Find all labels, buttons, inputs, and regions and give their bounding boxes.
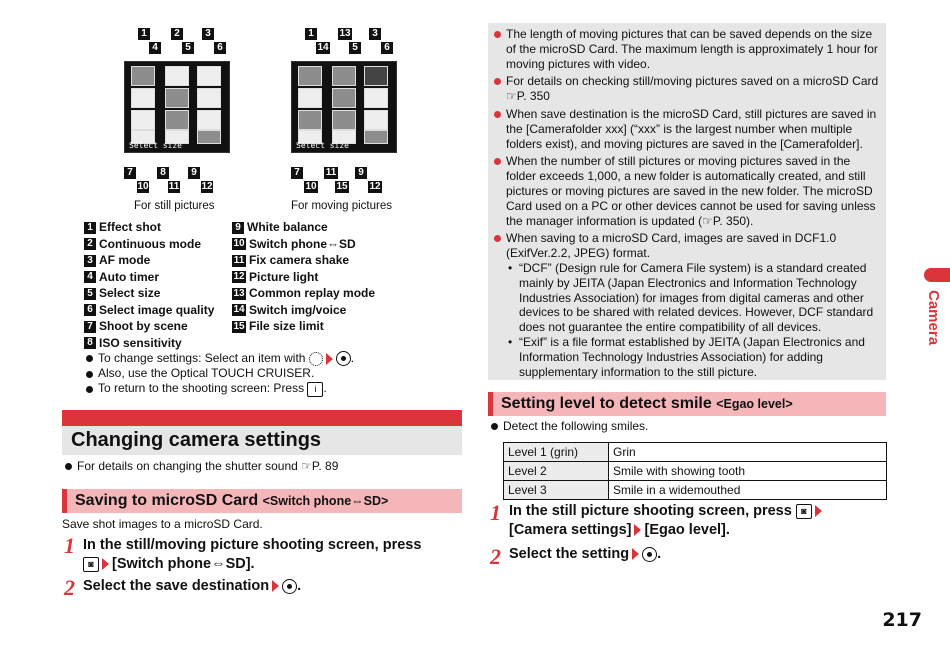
- section-note: For details on changing the shutter sound ☞P. 89: [65, 459, 338, 474]
- note-item: When save destination is the microSD Card, still pictures are saved in the [Camerafolder xxx] (“xxx” is the largest number when multiple folders exist), and moving pictures are saved in the [Camerafolder].: [494, 107, 880, 151]
- section-bar: [62, 410, 462, 426]
- callout-2: 2: [171, 28, 183, 40]
- page-number: 217: [882, 609, 922, 631]
- callout-m13: 13: [339, 28, 351, 39]
- info-key-icon: i: [307, 382, 323, 397]
- step-number-2: 2: [490, 544, 501, 569]
- ok-key-icon: [642, 547, 657, 562]
- step-1: In the still picture shooting screen, press ◙ [Camera settings] [Egao level].: [509, 502, 879, 540]
- sub-note-item: • “Exif” is a file format established by JEITA (Japan Electronics and Information Technology Industries Association) for adding supplementary information to the still picture.: [508, 334, 865, 379]
- callout-1: 1: [138, 28, 150, 40]
- arrow-icon: [326, 353, 333, 365]
- table-row: Level 1 (grin) Grin: [504, 443, 887, 462]
- callout-12: 12: [201, 181, 213, 192]
- subsection-title: Setting level to detect smile: [501, 395, 712, 412]
- legend-item: 7 Shoot by scene: [84, 318, 214, 335]
- caption-still: For still pictures: [134, 200, 215, 212]
- legend-item: 12 Picture light: [233, 269, 319, 284]
- reference-icon: ☞: [506, 89, 517, 104]
- subsection-intro: Save shot images to a microSD Card.: [62, 517, 263, 531]
- callout-m3: 3: [369, 28, 381, 40]
- sub-note-item: • “DCF” (Design rule for Camera File system) is a standard created mainly by JEITA (Japan Electronics and Information Technology Industries Association) for images from digital cameras and other devices to be shared with related devices. However, DCF standard does not guarantee the entire compatibility of all devices.: [508, 260, 874, 335]
- arrow-icon: [632, 548, 639, 560]
- legend-item: 11 Fix camera shake: [233, 253, 350, 267]
- note-item: The length of moving pictures that can be saved depends on the size of the microSD Card. The maximum length is approximately 1 hour for moving pictures with video.: [494, 27, 880, 71]
- smile-intro: Detect the following smiles.: [491, 419, 648, 434]
- legend-item: 15 File size limit: [233, 319, 324, 333]
- notes-box: [488, 23, 886, 380]
- callout-m1: 1: [305, 28, 317, 40]
- subsection-header-microsd: [62, 489, 462, 513]
- callout-m15: 15: [336, 181, 348, 192]
- callout-9: 9: [188, 167, 200, 179]
- callout-8: 8: [157, 167, 169, 179]
- subsection-header-smile: [488, 392, 886, 416]
- step-2: Select the save destination .: [83, 578, 302, 594]
- callout-m5: 5: [349, 42, 361, 54]
- table-row: Level 2 Smile with showing tooth: [504, 462, 887, 481]
- arrow-icon: [272, 580, 279, 592]
- reference-icon: ☞: [702, 213, 713, 228]
- side-tab-marker: [924, 268, 950, 282]
- legend-item: 14 Switch img/voice: [233, 302, 347, 317]
- legend-right: [232, 219, 375, 335]
- bullet-item: Also, use the Optical TOUCH CRUISER.: [86, 366, 354, 381]
- step-number-2: 2: [64, 575, 75, 600]
- moving-settings-screen: [291, 61, 397, 153]
- callout-m12: 12: [369, 181, 381, 192]
- subsection-title: Saving to microSD Card: [75, 492, 259, 509]
- callout-11: 11: [168, 181, 180, 192]
- bullet-item: To change settings: Select an item with .: [86, 351, 354, 366]
- reference-icon: ☞: [301, 459, 312, 473]
- subsection-tag: <Switch phone⇔SD>: [262, 494, 389, 508]
- note-item: When saving to a microSD Card, images are saved in DCF1.0 (ExifVer.2.2, JPEG) format.: [494, 231, 880, 261]
- callout-m11: 11: [325, 167, 337, 178]
- screen-label-still: Select size: [129, 141, 182, 150]
- arrow-icon: [634, 524, 641, 536]
- step-number-1: 1: [490, 500, 501, 525]
- ok-key-icon: [282, 579, 297, 594]
- legend-item: 8 ISO sensitivity: [84, 335, 214, 352]
- legend-item: 9 White balance: [232, 219, 375, 236]
- callout-4: 4: [149, 42, 161, 54]
- legend-item: 13 Common replay mode: [233, 286, 376, 300]
- camera-key-icon: ◙: [83, 557, 99, 572]
- bullet-item: To return to the shooting screen: Press i .: [86, 381, 354, 396]
- legend-item: 10 Switch phone⇔SD: [233, 236, 356, 251]
- legend-item: 3 AF mode: [84, 252, 214, 269]
- nav-key-icon: [309, 352, 323, 366]
- step-1: In the still/moving picture shooting screen, press ◙ [Switch phone⇔SD].: [83, 537, 422, 572]
- screen-label-moving: Select size: [296, 141, 349, 150]
- callout-m10: 10: [305, 181, 317, 192]
- note-item: When the number of still pictures or moving pictures saved in the folder exceeds 1,000, a new folder is automatically created, and still pictures or moving pictures are saved in the new folder. The microSD Card used on a PC or other devices cannot be used for saving unless the manager information is updated (☞P. 350).: [494, 154, 880, 228]
- callout-3: 3: [202, 28, 214, 40]
- section-title-box: [62, 426, 462, 455]
- smile-level-table: [503, 442, 887, 500]
- legend-bullets: [86, 351, 354, 397]
- legend-item: 4 Auto timer: [84, 269, 214, 286]
- still-settings-screen: [124, 61, 230, 153]
- callout-5: 5: [182, 42, 194, 54]
- step-number-1: 1: [64, 533, 75, 558]
- callout-m14: 14: [317, 42, 329, 53]
- callout-m9: 9: [355, 167, 367, 179]
- table-row: Level 3 Smile in a widemouthed: [504, 481, 887, 500]
- legend-item: 1 Effect shot: [84, 219, 214, 236]
- ok-key-icon: [336, 351, 351, 366]
- arrow-icon: [102, 558, 109, 570]
- note-item: For details on checking still/moving pictures saved on a microSD Card ☞P. 350: [494, 74, 880, 104]
- callout-m7: 7: [291, 167, 303, 179]
- legend-item: 5 Select size: [84, 285, 214, 302]
- legend-left: [84, 219, 214, 351]
- callout-10: 10: [137, 181, 149, 192]
- legend-item: 2 Continuous mode: [84, 236, 214, 253]
- step-2: Select the setting .: [509, 546, 662, 562]
- callout-6: 6: [214, 42, 226, 54]
- subsection-tag: <Egao level>: [716, 397, 793, 411]
- side-tab-label: Camera: [925, 290, 942, 346]
- section-title: Changing camera settings: [71, 429, 322, 451]
- camera-key-icon: ◙: [796, 504, 812, 519]
- arrow-icon: [815, 505, 822, 517]
- legend-item: 6 Select image quality: [84, 302, 214, 319]
- caption-moving: For moving pictures: [291, 200, 392, 212]
- callout-7: 7: [124, 167, 136, 179]
- callout-m6: 6: [381, 42, 393, 54]
